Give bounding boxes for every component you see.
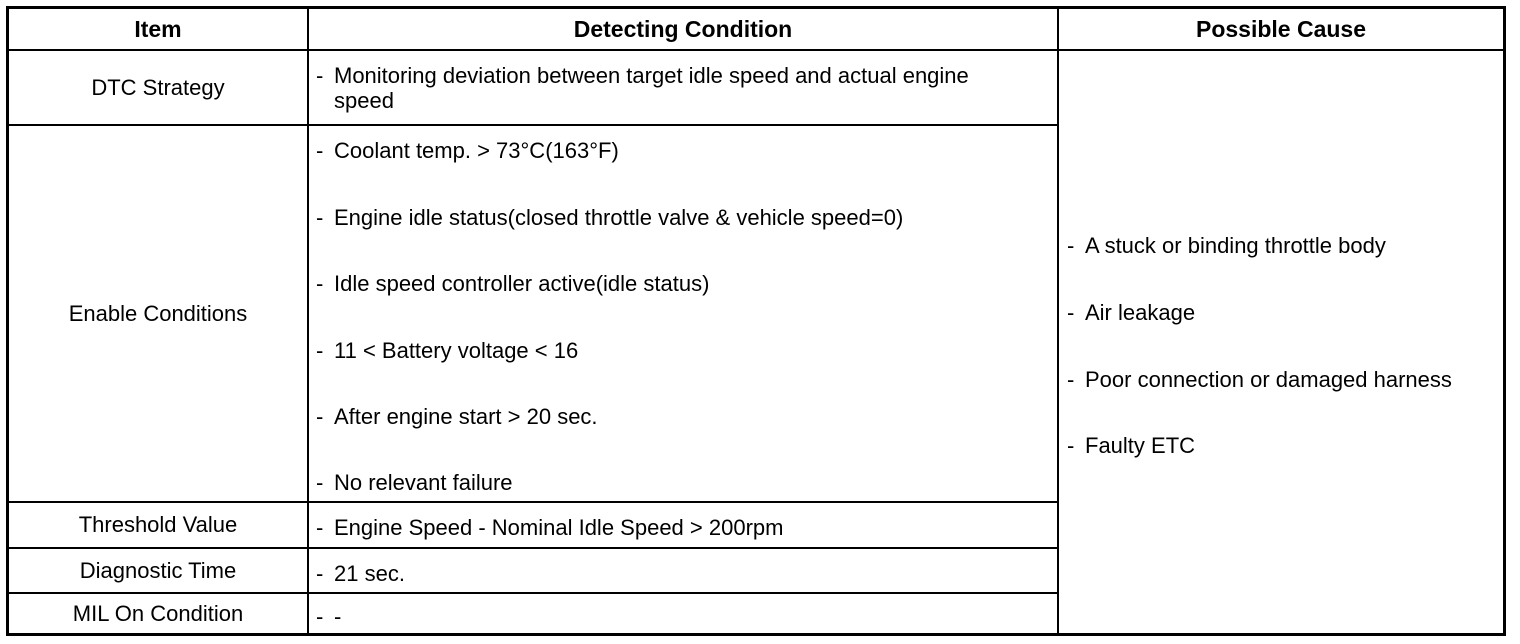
condition-threshold-value: [316, 515, 783, 540]
bullet-dash: -: [1067, 433, 1075, 458]
condition-text: Monitoring deviation between target idle speed and actual engine speed: [334, 63, 969, 113]
condition-text: Engine idle status(closed throttle valve & vehicle speed=0): [334, 205, 904, 230]
condition-text: -: [334, 604, 342, 629]
item-diagnostic-time: Diagnostic Time: [79, 557, 237, 583]
condition-coolant-temp: [316, 138, 619, 163]
item-threshold-value: Threshold Value: [78, 512, 238, 537]
bullet-dash: -: [316, 561, 324, 586]
cause-poor-connection: [1067, 367, 1452, 392]
header-detecting-condition: Detecting Condition: [573, 15, 793, 42]
condition-text: 21 sec.: [334, 561, 405, 586]
header-possible-cause: Possible Cause: [1195, 15, 1367, 42]
condition-diagnostic-time: [316, 561, 405, 586]
dtc-table: [6, 6, 1506, 636]
column-divider-2: [1057, 9, 1059, 633]
item-dtc-strategy: DTC Strategy: [91, 74, 225, 100]
condition-idle-speed-controller: [316, 271, 709, 296]
condition-text: No relevant failure: [334, 470, 513, 495]
bullet-dash: -: [1067, 233, 1075, 258]
condition-text: Coolant temp. > 73°C(163°F): [334, 138, 619, 163]
condition-mil-on: [316, 604, 341, 629]
bullet-dash: -: [316, 205, 324, 230]
condition-text: Idle speed controller active(idle status): [334, 271, 710, 296]
bullet-dash: -: [1067, 300, 1075, 325]
cause-text: Faulty ETC: [1085, 433, 1196, 458]
bullet-dash: -: [1067, 367, 1075, 392]
cause-faulty-etc: [1067, 433, 1195, 458]
condition-after-engine-start: [316, 404, 598, 429]
cause-stuck-throttle-body: [1067, 233, 1386, 258]
condition-battery-voltage: [316, 338, 578, 363]
cause-air-leakage: [1067, 300, 1195, 325]
header-item: Item: [134, 15, 182, 42]
bullet-dash: -: [316, 515, 324, 540]
condition-text: 11 < Battery voltage < 16: [334, 338, 579, 363]
bullet-dash: -: [316, 338, 324, 363]
bullet-dash: -: [316, 404, 324, 429]
condition-engine-idle-status: [316, 205, 903, 230]
cause-text: Air leakage: [1085, 300, 1196, 325]
condition-text: After engine start > 20 sec.: [334, 404, 598, 429]
cause-text: Poor connection or damaged harness: [1085, 367, 1452, 392]
item-enable-conditions: Enable Conditions: [68, 300, 248, 326]
bullet-dash: -: [316, 63, 324, 88]
condition-dtc-strategy: [316, 63, 1046, 113]
bullet-dash: -: [316, 138, 324, 163]
column-divider-1: [307, 9, 309, 633]
cause-text: A stuck or binding throttle body: [1085, 233, 1386, 258]
condition-no-relevant-failure: [316, 470, 513, 495]
bullet-dash: -: [316, 271, 324, 296]
condition-text: Engine Speed - Nominal Idle Speed > 200rpm: [334, 515, 784, 540]
bullet-dash: -: [316, 604, 324, 629]
bullet-dash: -: [316, 470, 324, 495]
item-mil-on-condition: MIL On Condition: [72, 600, 244, 626]
